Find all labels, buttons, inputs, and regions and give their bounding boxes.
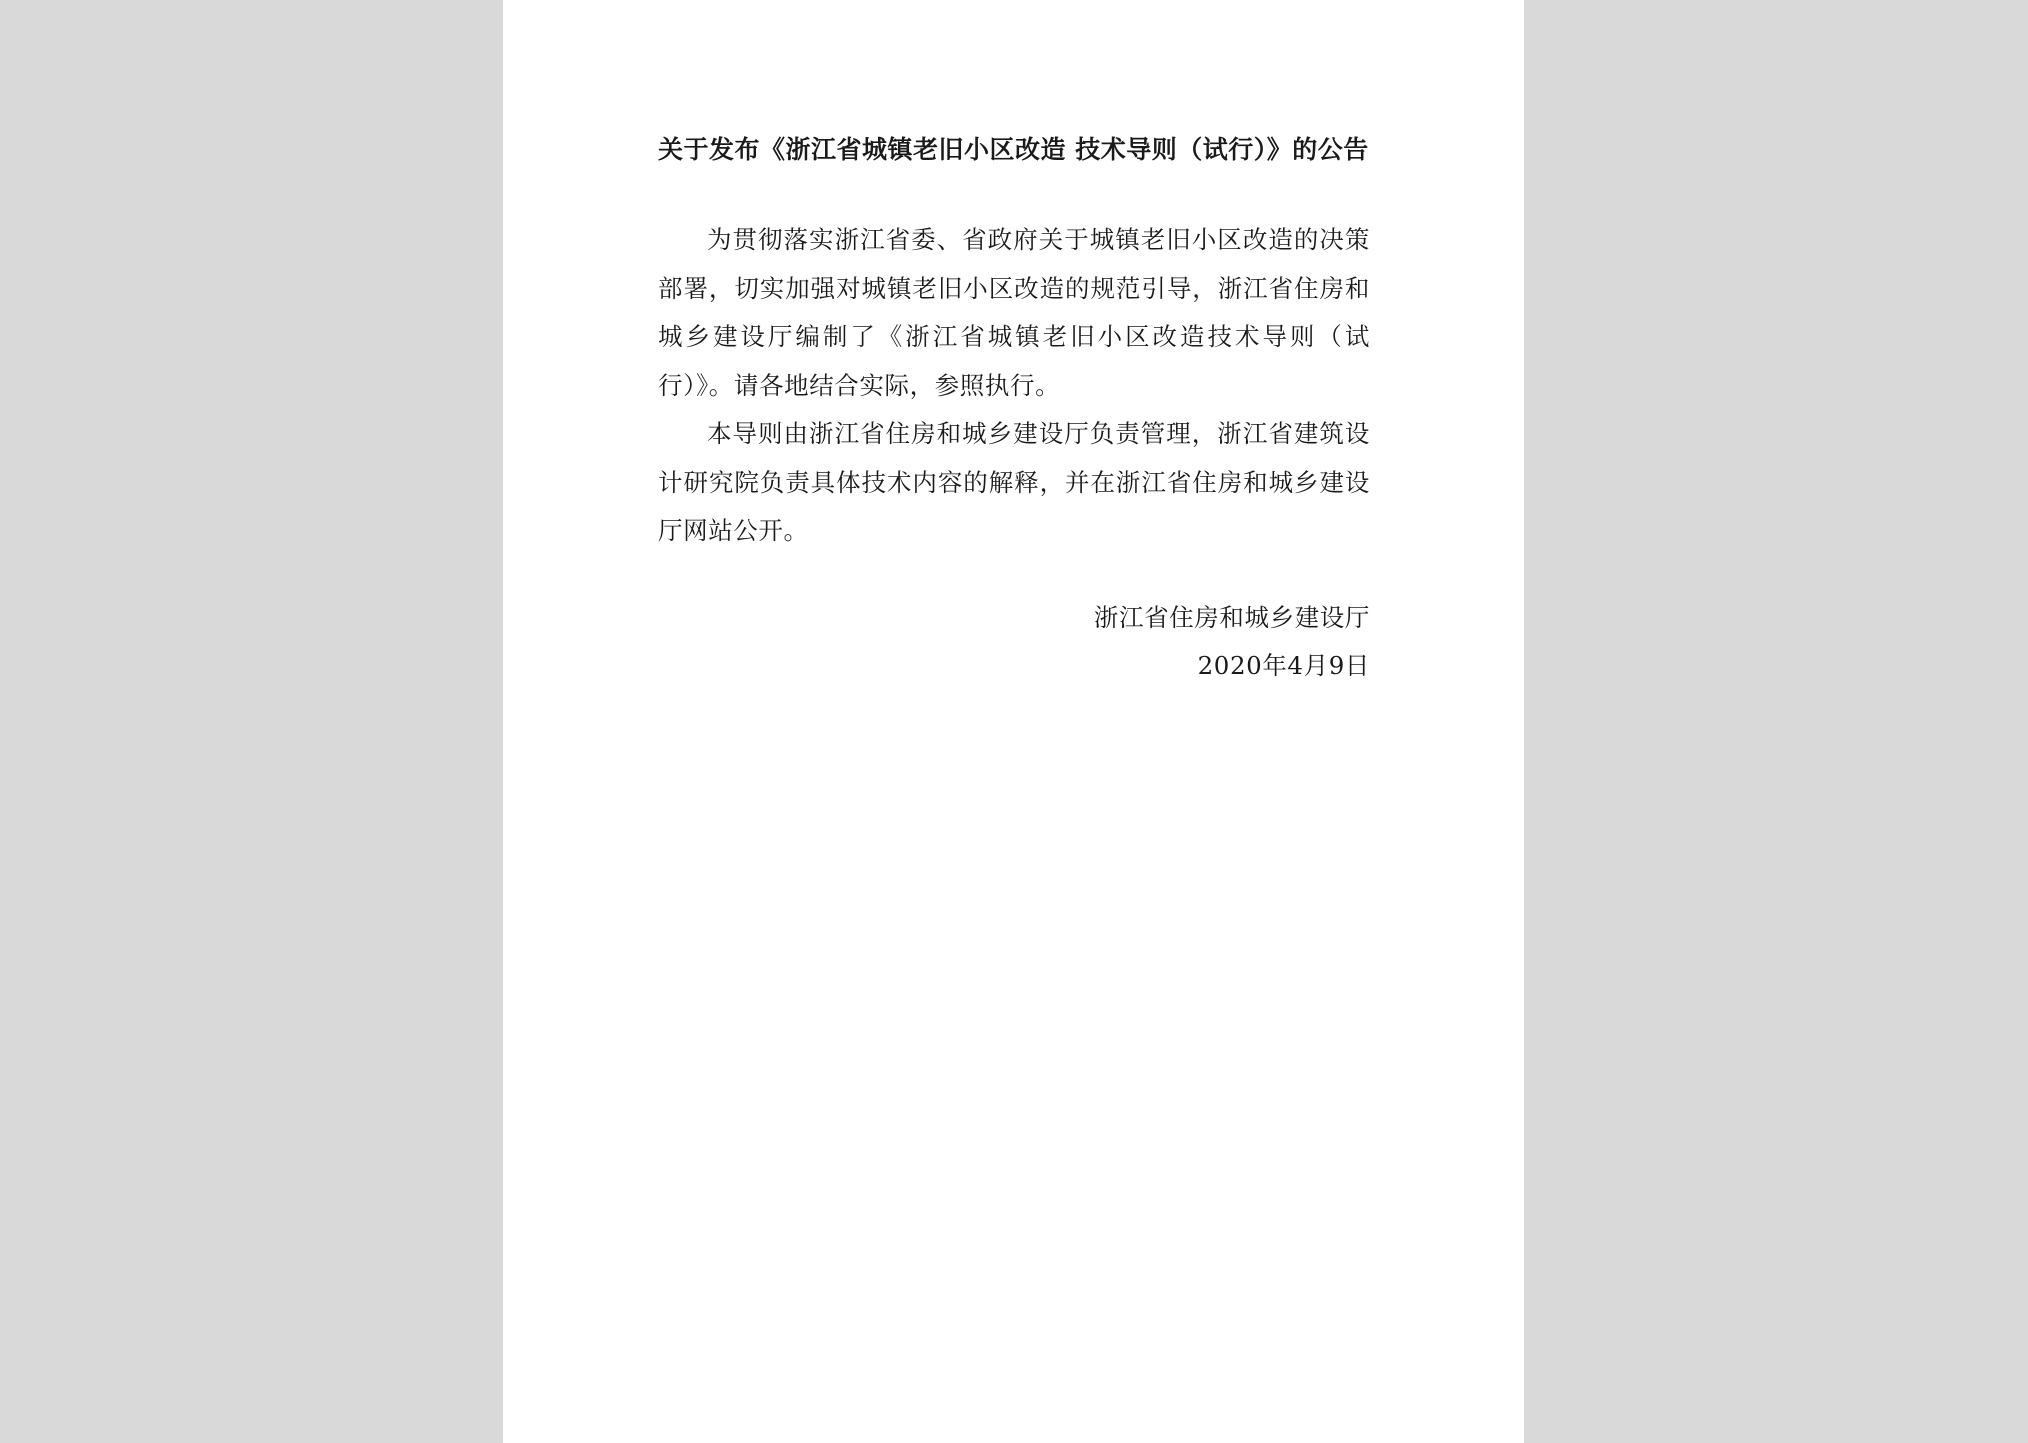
document-body	[658, 216, 1370, 556]
issue-date: 2020年4月9日	[1197, 650, 1370, 680]
document-title: 关于发布《浙江省城镇老旧小区改造 技术导则（试行）》的公告	[658, 135, 1369, 164]
signature-block	[658, 594, 1370, 690]
document-page	[503, 0, 1524, 1443]
page-content	[658, 132, 1370, 690]
issuer-name: 浙江省住房和城乡建设厅	[1093, 602, 1370, 632]
paragraph-2: 本导则由浙江省住房和城乡建设厅负责管理，浙江省建筑设计研究院负责具体技术内容的解释，并在浙江省住房和城乡建设厅网站公开。	[658, 419, 1370, 545]
paragraph-1: 为贯彻落实浙江省委、省政府关于城镇老旧小区改造的决策部署，切实加强对城镇老旧小区改造的规范引导，浙江省住房和城乡建设厅编制了《浙江省城镇老旧小区改造技术导则（试行）》。请各地结合实际，参照执行。	[658, 225, 1370, 400]
